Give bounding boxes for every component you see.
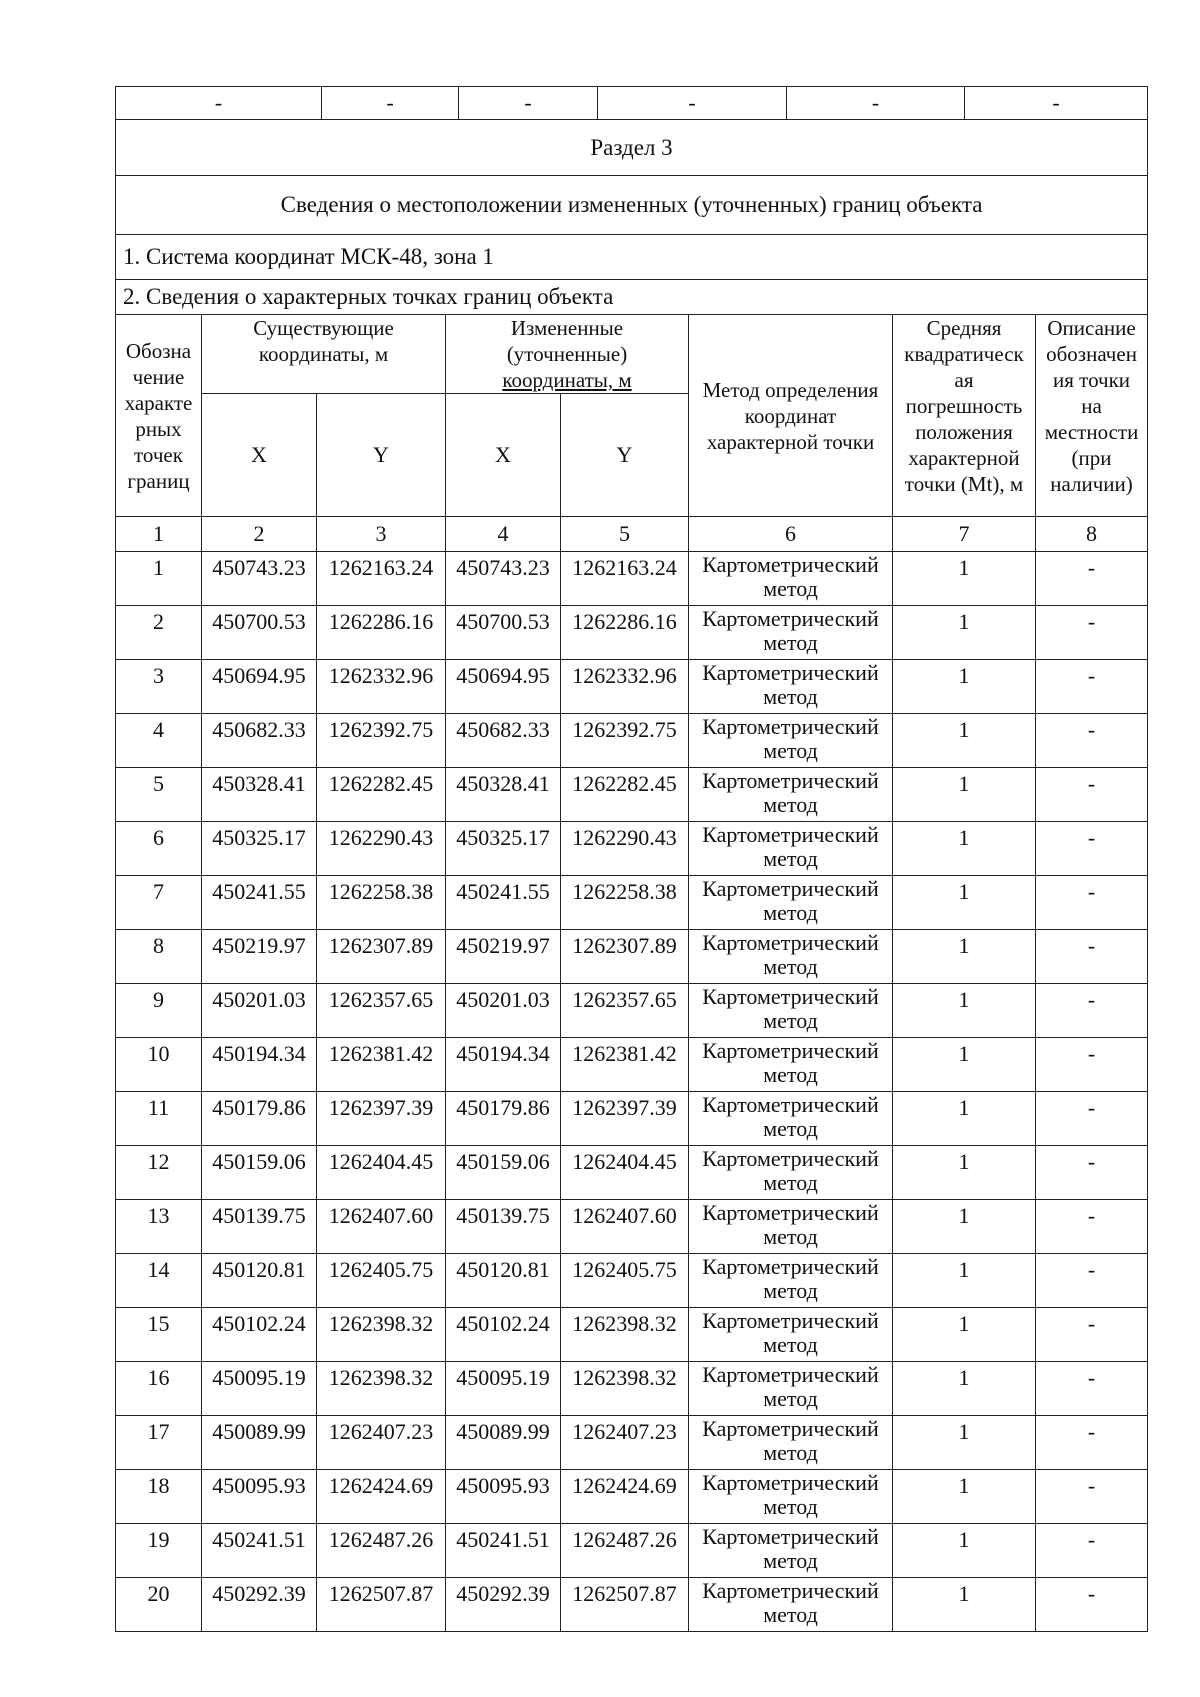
description: - [1036, 1200, 1148, 1254]
method: Картометрический метод [689, 876, 893, 930]
method: Картометрический метод [689, 606, 893, 660]
existing-y: 1262407.23 [317, 1416, 446, 1470]
changed-y: 1262407.23 [561, 1416, 689, 1470]
existing-y: 1262282.45 [317, 768, 446, 822]
changed-x: 450328.41 [446, 768, 561, 822]
point-number: 7 [116, 876, 202, 930]
existing-x: 450241.55 [202, 876, 317, 930]
mt-value: 1 [893, 660, 1036, 714]
point-number: 10 [116, 1038, 202, 1092]
changed-y: 1262290.43 [561, 822, 689, 876]
description: - [1036, 1470, 1148, 1524]
description: - [1036, 1578, 1148, 1632]
changed-x: 450241.55 [446, 876, 561, 930]
changed-y: 1262424.69 [561, 1470, 689, 1524]
existing-y: 1262290.43 [317, 822, 446, 876]
header-description: Описание обозначен ия точки на местности (при наличии) [1036, 315, 1148, 517]
description: - [1036, 930, 1148, 984]
mt-value: 1 [893, 930, 1036, 984]
table-row [116, 1254, 1148, 1308]
mt-value: 1 [893, 1200, 1036, 1254]
header-changed-coordinates: Измененные (уточненные) координаты, м [446, 315, 689, 394]
method: Картометрический метод [689, 552, 893, 606]
existing-x: 450325.17 [202, 822, 317, 876]
header-designation: Обозна чение характе рных точек границ [116, 315, 202, 517]
description: - [1036, 1524, 1148, 1578]
description: - [1036, 606, 1148, 660]
changed-x: 450102.24 [446, 1308, 561, 1362]
table-row [116, 1146, 1148, 1200]
method: Картометрический метод [689, 822, 893, 876]
changed-x: 450201.03 [446, 984, 561, 1038]
description: - [1036, 660, 1148, 714]
column-number: 3 [317, 517, 446, 552]
changed-x: 450095.19 [446, 1362, 561, 1416]
description: - [1036, 1038, 1148, 1092]
existing-x: 450159.06 [202, 1146, 317, 1200]
column-number: 6 [689, 517, 893, 552]
document-sheet [115, 86, 1147, 1632]
method: Картометрический метод [689, 1416, 893, 1470]
changed-y: 1262381.42 [561, 1038, 689, 1092]
description: - [1036, 768, 1148, 822]
table-row [116, 660, 1148, 714]
method: Картометрический метод [689, 1362, 893, 1416]
changed-x: 450694.95 [446, 660, 561, 714]
description: - [1036, 714, 1148, 768]
existing-x: 450241.51 [202, 1524, 317, 1578]
existing-y: 1262398.32 [317, 1308, 446, 1362]
table-row [116, 930, 1148, 984]
changed-y: 1262507.87 [561, 1578, 689, 1632]
existing-y: 1262307.89 [317, 930, 446, 984]
existing-x: 450120.81 [202, 1254, 317, 1308]
mt-value: 1 [893, 1470, 1036, 1524]
table-row [116, 1092, 1148, 1146]
changed-y: 1262487.26 [561, 1524, 689, 1578]
existing-y: 1262332.96 [317, 660, 446, 714]
changed-x: 450292.39 [446, 1578, 561, 1632]
table-row [116, 822, 1148, 876]
point-number: 12 [116, 1146, 202, 1200]
existing-y: 1262407.60 [317, 1200, 446, 1254]
mt-value: 1 [893, 1578, 1036, 1632]
header-existing-y: Y [317, 394, 446, 517]
changed-y: 1262404.45 [561, 1146, 689, 1200]
existing-x: 450095.19 [202, 1362, 317, 1416]
point-number: 2 [116, 606, 202, 660]
section-heading: Раздел 3 [116, 120, 1148, 176]
existing-y: 1262487.26 [317, 1524, 446, 1578]
mt-value: 1 [893, 1092, 1036, 1146]
point-number: 16 [116, 1362, 202, 1416]
existing-x: 450102.24 [202, 1308, 317, 1362]
existing-x: 450700.53 [202, 606, 317, 660]
method: Картометрический метод [689, 930, 893, 984]
existing-x: 450179.86 [202, 1092, 317, 1146]
changed-x: 450682.33 [446, 714, 561, 768]
table-row [116, 1362, 1148, 1416]
mt-value: 1 [893, 876, 1036, 930]
existing-x: 450328.41 [202, 768, 317, 822]
table-row [116, 1200, 1148, 1254]
mt-value: 1 [893, 606, 1036, 660]
table-row [116, 1416, 1148, 1470]
previous-section-tail [115, 86, 1148, 120]
header-method: Метод определения координат характерной точки [689, 315, 893, 517]
boundary-points-table [115, 119, 1148, 1632]
mt-value: 1 [893, 714, 1036, 768]
existing-x: 450139.75 [202, 1200, 317, 1254]
changed-x: 450700.53 [446, 606, 561, 660]
mt-value: 1 [893, 1416, 1036, 1470]
point-number: 15 [116, 1308, 202, 1362]
method: Картометрический метод [689, 768, 893, 822]
table-row [116, 984, 1148, 1038]
method: Картометрический метод [689, 1146, 893, 1200]
mt-value: 1 [893, 822, 1036, 876]
description: - [1036, 822, 1148, 876]
point-number: 14 [116, 1254, 202, 1308]
mt-value: 1 [893, 552, 1036, 606]
changed-y: 1262398.32 [561, 1362, 689, 1416]
column-number: 8 [1036, 517, 1148, 552]
existing-x: 450694.95 [202, 660, 317, 714]
description: - [1036, 1092, 1148, 1146]
mt-value: 1 [893, 1362, 1036, 1416]
existing-y: 1262392.75 [317, 714, 446, 768]
existing-y: 1262258.38 [317, 876, 446, 930]
point-number: 17 [116, 1416, 202, 1470]
header-changed-x: X [446, 394, 561, 517]
table-row [116, 768, 1148, 822]
point-number: 20 [116, 1578, 202, 1632]
column-number: 1 [116, 517, 202, 552]
method: Картометрический метод [689, 1092, 893, 1146]
dash-cell: - [459, 87, 598, 120]
existing-y: 1262397.39 [317, 1092, 446, 1146]
description: - [1036, 1146, 1148, 1200]
table-row [116, 1308, 1148, 1362]
existing-x: 450095.93 [202, 1470, 317, 1524]
existing-y: 1262381.42 [317, 1038, 446, 1092]
changed-x: 450139.75 [446, 1200, 561, 1254]
point-number: 11 [116, 1092, 202, 1146]
changed-x: 450743.23 [446, 552, 561, 606]
mt-value: 1 [893, 1524, 1036, 1578]
existing-x: 450219.97 [202, 930, 317, 984]
header-changed-y: Y [561, 394, 689, 517]
existing-y: 1262405.75 [317, 1254, 446, 1308]
existing-y: 1262286.16 [317, 606, 446, 660]
point-number: 1 [116, 552, 202, 606]
point-number: 9 [116, 984, 202, 1038]
table-row [116, 1470, 1148, 1524]
changed-x: 450241.51 [446, 1524, 561, 1578]
table-row [116, 552, 1148, 606]
method: Картометрический метод [689, 1524, 893, 1578]
section-title: Сведения о местоположении измененных (уточненных) границ объекта [116, 176, 1148, 235]
method: Картометрический метод [689, 1038, 893, 1092]
method: Картометрический метод [689, 1200, 893, 1254]
mt-value: 1 [893, 1146, 1036, 1200]
points-heading: 2. Сведения о характерных точках границ объекта [116, 280, 1148, 315]
mt-value: 1 [893, 768, 1036, 822]
dash-cell: - [322, 87, 459, 120]
existing-x: 450743.23 [202, 552, 317, 606]
method: Картометрический метод [689, 660, 893, 714]
dash-cell: - [787, 87, 965, 120]
changed-y: 1262307.89 [561, 930, 689, 984]
method: Картометрический метод [689, 714, 893, 768]
point-number: 19 [116, 1524, 202, 1578]
table-row [116, 1578, 1148, 1632]
mt-value: 1 [893, 1038, 1036, 1092]
dash-cell: - [598, 87, 787, 120]
table-row [116, 714, 1148, 768]
existing-y: 1262424.69 [317, 1470, 446, 1524]
table-row [116, 1524, 1148, 1578]
point-number: 18 [116, 1470, 202, 1524]
changed-y: 1262357.65 [561, 984, 689, 1038]
changed-x: 450095.93 [446, 1470, 561, 1524]
column-number: 7 [893, 517, 1036, 552]
table-row [116, 876, 1148, 930]
existing-y: 1262507.87 [317, 1578, 446, 1632]
table-row [116, 1038, 1148, 1092]
point-number: 13 [116, 1200, 202, 1254]
table-row [116, 606, 1148, 660]
description: - [1036, 1362, 1148, 1416]
changed-x: 450120.81 [446, 1254, 561, 1308]
point-number: 3 [116, 660, 202, 714]
changed-x: 450089.99 [446, 1416, 561, 1470]
mt-value: 1 [893, 1254, 1036, 1308]
existing-y: 1262163.24 [317, 552, 446, 606]
column-number: 2 [202, 517, 317, 552]
dash-cell: - [116, 87, 322, 120]
changed-x: 450159.06 [446, 1146, 561, 1200]
changed-y: 1262392.75 [561, 714, 689, 768]
changed-y: 1262398.32 [561, 1308, 689, 1362]
column-number: 5 [561, 517, 689, 552]
description: - [1036, 1308, 1148, 1362]
description: - [1036, 1254, 1148, 1308]
existing-x: 450089.99 [202, 1416, 317, 1470]
description: - [1036, 876, 1148, 930]
header-existing-coordinates: Существующие координаты, м [202, 315, 446, 394]
existing-x: 450682.33 [202, 714, 317, 768]
coordinate-system: 1. Система координат МСК-48, зона 1 [116, 235, 1148, 280]
point-number: 4 [116, 714, 202, 768]
existing-x: 450201.03 [202, 984, 317, 1038]
changed-x: 450194.34 [446, 1038, 561, 1092]
point-number: 6 [116, 822, 202, 876]
column-number: 4 [446, 517, 561, 552]
changed-x: 450325.17 [446, 822, 561, 876]
changed-x: 450219.97 [446, 930, 561, 984]
changed-y: 1262407.60 [561, 1200, 689, 1254]
existing-x: 450194.34 [202, 1038, 317, 1092]
changed-y: 1262163.24 [561, 552, 689, 606]
changed-y: 1262286.16 [561, 606, 689, 660]
existing-y: 1262398.32 [317, 1362, 446, 1416]
method: Картометрический метод [689, 1308, 893, 1362]
existing-y: 1262404.45 [317, 1146, 446, 1200]
changed-y: 1262332.96 [561, 660, 689, 714]
changed-y: 1262282.45 [561, 768, 689, 822]
header-existing-x: X [202, 394, 317, 517]
method: Картометрический метод [689, 1254, 893, 1308]
method: Картометрический метод [689, 984, 893, 1038]
changed-y: 1262397.39 [561, 1092, 689, 1146]
existing-x: 450292.39 [202, 1578, 317, 1632]
existing-y: 1262357.65 [317, 984, 446, 1038]
mt-value: 1 [893, 1308, 1036, 1362]
point-number: 8 [116, 930, 202, 984]
changed-x: 450179.86 [446, 1092, 561, 1146]
description: - [1036, 984, 1148, 1038]
changed-y: 1262405.75 [561, 1254, 689, 1308]
description: - [1036, 1416, 1148, 1470]
mt-value: 1 [893, 984, 1036, 1038]
changed-y: 1262258.38 [561, 876, 689, 930]
description: - [1036, 552, 1148, 606]
method: Картометрический метод [689, 1578, 893, 1632]
point-number: 5 [116, 768, 202, 822]
dash-cell: - [965, 87, 1148, 120]
header-error: Средняя квадратическ ая погрешность положения характерной точки (Mt), м [893, 315, 1036, 517]
method: Картометрический метод [689, 1470, 893, 1524]
